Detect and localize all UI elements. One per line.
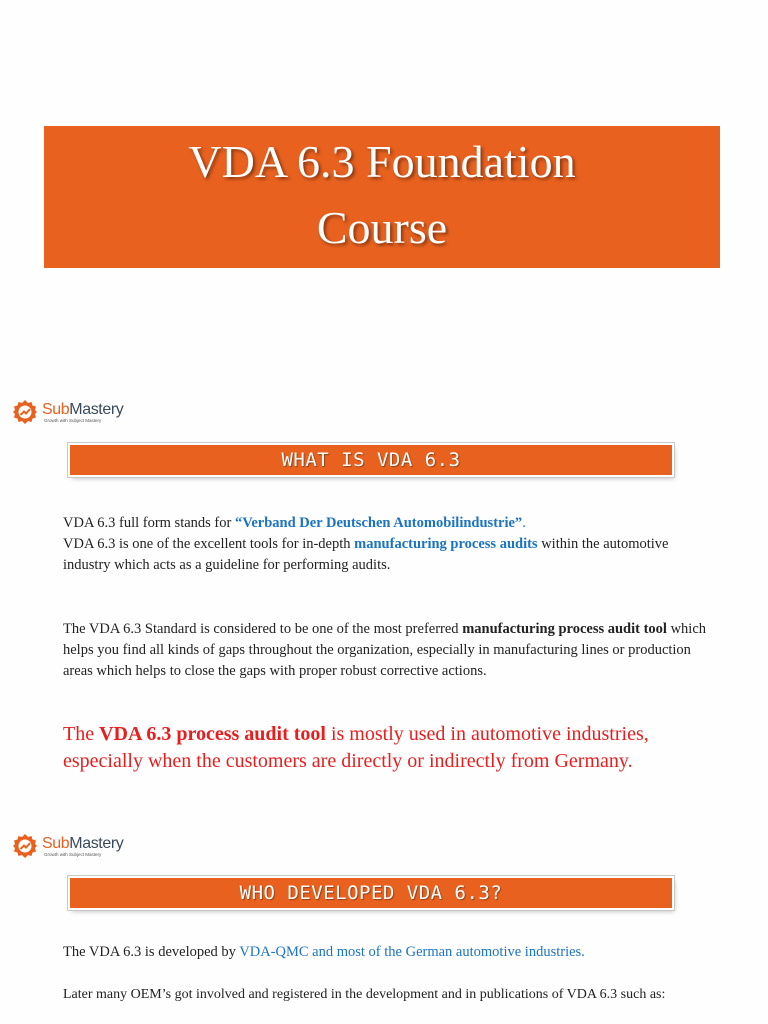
text-segment: which helps you find all kinds of gaps throughout the organization, especially in manufacturing lines or production areas which helps to close the gaps with proper robust corrective actions. xyxy=(63,621,707,679)
audit-tool-bold: manufacturing process audit tool xyxy=(462,621,667,637)
title-line-1: VDA 6.3 Foundation xyxy=(188,136,576,187)
logo-mastery-text: Mastery xyxy=(69,835,124,852)
paragraph-oems: Later many OEM’s got involved and registered in the development and in publications of VDA 6.3 such as: xyxy=(63,987,666,1002)
title-line-2: Course xyxy=(316,202,448,253)
text-segment: . xyxy=(522,515,526,531)
submastery-logo xyxy=(12,831,123,861)
text-segment: VDA 6.3 is one of the excellent tools for in-depth xyxy=(63,536,355,552)
text-segment: The VDA 6.3 Standard is considered to be one of the most preferred xyxy=(63,621,463,637)
paragraph-developed-by xyxy=(63,942,713,963)
logo-tagline: Growth with Subject Mastery xyxy=(44,418,102,423)
text-segment: VDA 6.3 full form stands for xyxy=(63,515,235,531)
paragraph-full-form xyxy=(63,513,713,576)
german-name-highlight: “Verband Der Deutschen Automobilindustrie” xyxy=(234,515,523,531)
logo-sub-text: Sub xyxy=(42,401,70,418)
process-audit-tool-bold: VDA 6.3 process audit tool xyxy=(99,723,326,745)
text-segment: is mostly used in automotive industries, especially when the customers are directly or indirectly from Germany. xyxy=(63,723,649,772)
submastery-logo-icon xyxy=(12,833,38,859)
logo-tagline: Growth with Subject Mastery xyxy=(44,852,102,857)
paragraph-red-highlight xyxy=(63,721,703,775)
text-segment: within the automotive industry which acts as a guideline for performing audits. xyxy=(63,536,669,573)
section-heading-who-developed: WHO DEVELOPED VDA 6.3? xyxy=(70,878,672,908)
text-segment: The xyxy=(63,723,100,745)
title-banner xyxy=(44,126,720,268)
manufacturing-audits-highlight: manufacturing process audits xyxy=(354,536,538,552)
logo-sub-text: Sub xyxy=(42,835,70,852)
vda-qmc-highlight: VDA-QMC and most of the German automotive industries. xyxy=(239,944,585,960)
section-heading-what-is: WHAT IS VDA 6.3 xyxy=(70,445,672,475)
submastery-logo-icon xyxy=(12,399,38,425)
paragraph-standard xyxy=(63,619,713,682)
text-segment: The VDA 6.3 is developed by xyxy=(63,944,240,960)
logo-mastery-text: Mastery xyxy=(69,401,124,418)
submastery-logo xyxy=(12,397,123,427)
